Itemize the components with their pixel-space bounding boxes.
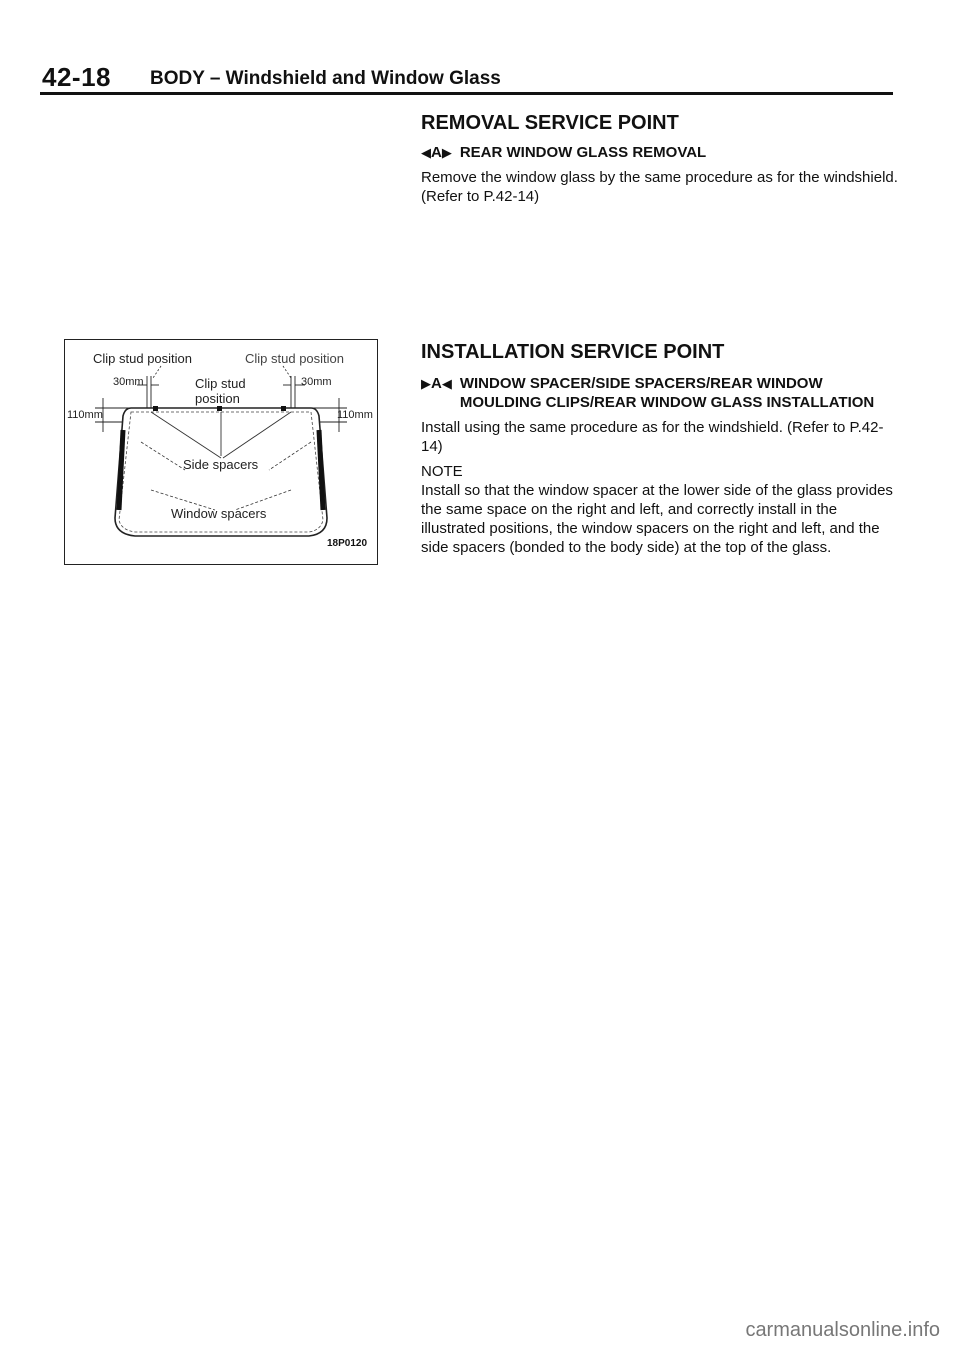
installation-subheading (421, 374, 901, 412)
label-clip-center-1: Clip stud (195, 376, 246, 391)
removal-marker-letter: A (431, 144, 442, 161)
label-clip-center-2: position (195, 391, 240, 406)
note-label: NOTE (421, 463, 463, 480)
dim-30-left: 30mm (113, 376, 144, 388)
right-side-spacer (319, 430, 323, 510)
label-window-spacers: Window spacers (171, 506, 267, 521)
installation-section (421, 341, 901, 557)
watermark: carmanualsonline.info (745, 1319, 940, 1341)
page-number: 42-18 (42, 62, 111, 92)
rear-window-diagram (64, 339, 378, 565)
leader-line (223, 412, 291, 458)
leader-line (269, 442, 311, 470)
clip-stud-left (153, 406, 158, 411)
right-arrow-icon: ▶ (421, 376, 431, 391)
installation-text: Install using the same procedure as for the windshield. (Refer to P.42-14) (421, 419, 884, 455)
clip-stud-right (281, 406, 286, 411)
clip-stud-center (217, 406, 222, 411)
installation-heading: INSTALLATION SERVICE POINT (421, 341, 725, 363)
dim-110-left: 110mm (67, 409, 103, 421)
label-clip-left: Clip stud position (93, 351, 192, 366)
figure-code: 18P0120 (327, 538, 368, 549)
removal-heading: REMOVAL SERVICE POINT (421, 112, 679, 134)
diagram-drawing (65, 340, 377, 564)
note-text: Install so that the window spacer at the lower side of the glass provides the same space on the right and left, and correctly install in the illustrated positions, the window spacers on the right and left, and the side spacers (bonded to the body side) at the top of the glass. (421, 482, 893, 556)
left-side-spacer (119, 430, 123, 510)
removal-subheading (421, 143, 901, 162)
leader-line (153, 366, 161, 378)
removal-subheading-text: REAR WINDOW GLASS REMOVAL (459, 144, 707, 161)
dim-30-right: 30mm (301, 376, 332, 388)
leader-line (283, 366, 291, 378)
removal-text: Remove the window glass by the same procedure as for the windshield. (Refer to P.42-14) (421, 169, 898, 205)
header-rule (40, 92, 893, 95)
installation-subheading-text: WINDOW SPACER/SIDE SPACERS/REAR WINDOW MOULDING CLIPS/REAR WINDOW GLASS INSTALLATION (459, 375, 875, 411)
dim-110-right: 110mm (337, 409, 373, 421)
installation-marker (421, 374, 452, 393)
removal-marker (421, 143, 452, 162)
label-clip-right: Clip stud position (245, 351, 344, 366)
left-arrow-icon: ◀ (441, 376, 452, 391)
right-arrow-icon: ▶ (441, 145, 452, 160)
header-title: BODY – Windshield and Window Glass (150, 68, 501, 89)
leader-line (151, 412, 221, 458)
left-arrow-icon: ◀ (421, 145, 431, 160)
leader-line (141, 442, 185, 470)
label-side-spacers: Side spacers (183, 457, 259, 472)
removal-section (421, 112, 901, 206)
installation-marker-letter: A (431, 375, 442, 392)
page-header (40, 62, 892, 92)
